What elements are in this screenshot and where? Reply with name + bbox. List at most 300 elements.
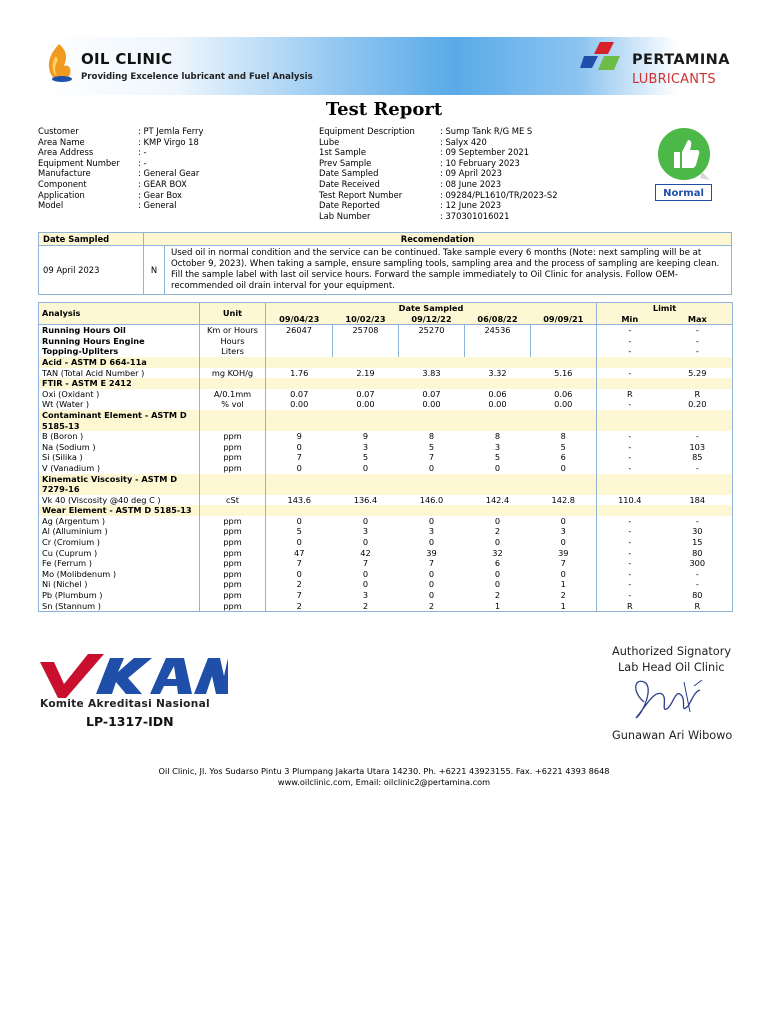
value-cell — [465, 346, 531, 357]
limit-max-cell: 5.29 — [663, 368, 733, 379]
info-row — [38, 158, 203, 169]
value-cell — [531, 336, 597, 347]
limit-min-cell: - — [628, 558, 632, 569]
pertamina-title: PERTAMINA — [632, 52, 730, 68]
info-value: : 09 April 2023 — [440, 168, 502, 179]
value-cell: 142.4 — [485, 494, 510, 505]
value-cell: 3 — [362, 441, 369, 452]
section-filler-cell — [333, 410, 399, 431]
value-cell: 8 — [531, 431, 597, 442]
value-cell: 3.32 — [488, 367, 507, 378]
limit-min-cell: - — [628, 367, 632, 378]
section-filler-cell — [597, 505, 663, 516]
info-label: Equipment Description — [319, 126, 415, 136]
section-filler-cell — [531, 410, 597, 431]
status-badge: Normal — [655, 184, 712, 201]
parameter-unit: ppm — [200, 537, 266, 548]
limit-min-cell: - — [628, 452, 632, 463]
value-cell: 0.07 — [290, 388, 309, 399]
limit-max-cell: - — [663, 463, 733, 474]
parameter-unit: Km or Hours — [200, 325, 266, 336]
table-row — [39, 579, 733, 590]
info-value: : KMP Virgo 18 — [138, 136, 199, 147]
info-value: : Gear Box — [138, 189, 182, 200]
value-cell: 5 — [531, 442, 597, 453]
limit-column-header: Limit — [597, 303, 733, 314]
section-filler-cell — [597, 474, 663, 495]
info-value: : 09 September 2021 — [440, 147, 530, 158]
value-cell: 6 — [531, 452, 597, 463]
max-column-header: Max — [663, 314, 733, 325]
value-cell — [333, 346, 399, 357]
table-row — [39, 537, 733, 548]
value-cell: 1.76 — [290, 367, 309, 378]
value-cell: 2.19 — [356, 367, 375, 378]
info-row — [319, 126, 558, 137]
value-cell: 0 — [494, 515, 501, 526]
value-cell: 42 — [360, 547, 371, 558]
limit-min-cell: R — [597, 601, 663, 612]
value-cell: 0 — [362, 537, 369, 548]
kan-name: Komite Akreditasi Nasional — [40, 698, 210, 710]
pertamina-subtitle: LUBRICANTS — [632, 72, 716, 87]
value-cell: 2 — [494, 590, 501, 601]
section-filler-cell — [200, 505, 266, 516]
section-filler-cell — [663, 474, 733, 495]
section-title: FTIR - ASTM E 2412 — [39, 378, 200, 389]
value-cell — [399, 336, 465, 347]
info-value: : Salyx 420 — [440, 136, 487, 147]
value-cell: 136.4 — [353, 494, 378, 505]
table-row — [39, 368, 733, 379]
value-cell: 32 — [492, 547, 503, 558]
limit-max-cell: - — [663, 431, 733, 442]
parameter-name: Running Hours Oil — [39, 325, 200, 336]
date-column-header: 10/02/23 — [333, 314, 399, 325]
section-filler-cell — [531, 474, 597, 495]
section-filler-cell — [333, 378, 399, 389]
parameter-unit: Liters — [200, 346, 266, 357]
info-value: : - — [138, 147, 147, 158]
limit-min-cell: - — [628, 537, 632, 548]
value-cell — [399, 346, 465, 357]
info-row — [38, 137, 203, 148]
section-header-row — [39, 474, 733, 495]
value-cell — [266, 346, 333, 357]
value-cell: 0 — [428, 590, 435, 601]
info-label: Manufacture — [38, 168, 91, 179]
value-cell: 0.00 — [422, 399, 441, 410]
value-cell: 47 — [294, 547, 305, 558]
limit-min-cell: - — [628, 526, 632, 537]
info-row — [319, 200, 558, 211]
value-cell — [465, 336, 531, 347]
value-cell: 0.00 — [531, 399, 597, 410]
section-filler-cell — [465, 410, 531, 431]
oil-clinic-tagline: Providing Excelence lubricant and Fuel Analysis — [81, 72, 313, 82]
value-cell: 2 — [333, 601, 399, 612]
value-cell — [531, 325, 597, 336]
limit-min-cell: - — [628, 547, 632, 558]
section-title: Wear Element - ASTM D 5185-13 — [39, 505, 200, 516]
value-cell: 0 — [428, 579, 435, 590]
limit-min-cell: - — [628, 568, 632, 579]
parameter-name: Cu (Cuprum ) — [39, 548, 200, 559]
table-row — [39, 399, 733, 410]
limit-min-cell: - — [628, 399, 632, 410]
parameter-unit: ppm — [200, 516, 266, 527]
info-label: Date Reported — [319, 200, 380, 211]
section-filler-cell — [597, 410, 663, 431]
table-row — [39, 452, 733, 463]
value-cell: 8 — [494, 431, 501, 442]
parameter-name: Mo (Molibdenum ) — [39, 569, 200, 580]
table-row — [39, 442, 733, 453]
signatory-role: Lab Head Oil Clinic — [618, 661, 725, 674]
section-filler-cell — [266, 505, 333, 516]
limit-max-cell: 0.20 — [663, 399, 733, 410]
limit-max-cell: - — [663, 569, 733, 580]
oil-clinic-title: OIL CLINIC — [81, 50, 173, 68]
value-cell: 7 — [428, 558, 435, 569]
limit-min-cell: - — [628, 346, 632, 357]
parameter-name: Na (Sodium ) — [39, 442, 200, 453]
table-row — [39, 526, 733, 537]
kan-code: LP-1317-IDN — [86, 714, 174, 729]
info-label: Lab Number — [319, 210, 371, 221]
info-label: Component — [38, 178, 87, 189]
value-cell: 0 — [494, 579, 501, 590]
section-filler-cell — [200, 378, 266, 389]
value-cell: 5 — [362, 452, 369, 463]
value-cell: 5 — [296, 526, 302, 537]
section-filler-cell — [663, 505, 733, 516]
section-filler-cell — [333, 474, 399, 495]
value-cell: 0 — [428, 462, 435, 473]
recommendation-code: N — [144, 246, 165, 295]
section-filler-cell — [399, 357, 465, 368]
value-cell: 0.07 — [422, 388, 441, 399]
parameter-unit: ppm — [200, 526, 266, 537]
value-cell: 7 — [296, 590, 302, 601]
value-cell: 3 — [494, 441, 501, 452]
limit-max-cell: R — [663, 601, 733, 612]
value-cell: 3 — [362, 526, 369, 537]
limit-max-cell: - — [663, 346, 733, 357]
table-row — [39, 325, 733, 336]
parameter-unit: ppm — [200, 590, 266, 601]
table-row — [39, 389, 733, 400]
value-cell: 0 — [531, 569, 597, 580]
table-row — [39, 431, 733, 442]
parameter-name: Vk 40 (Viscosity @40 deg C ) — [39, 495, 200, 506]
section-title: Kinematic Viscosity - ASTM D 7279-16 — [39, 474, 200, 495]
table-row — [39, 463, 733, 474]
parameter-name: Running Hours Engine — [39, 336, 200, 347]
section-filler-cell — [399, 505, 465, 516]
section-filler-cell — [266, 474, 333, 495]
value-cell: 7 — [296, 452, 302, 463]
value-cell: 7 — [362, 558, 369, 569]
value-cell — [333, 336, 399, 347]
table-row — [39, 346, 733, 357]
unit-column-header: Unit — [200, 303, 266, 325]
section-filler-cell — [200, 357, 266, 368]
footer-contact: www.oilclinic.com, Email: oilclinic2@pertamina.com — [277, 777, 491, 787]
value-cell: 0 — [531, 537, 597, 548]
date-column-header: 09/04/23 — [266, 314, 333, 325]
value-cell: 0 — [531, 463, 597, 474]
info-row — [38, 190, 203, 201]
limit-min-cell: - — [628, 462, 632, 473]
signatory-title: Authorized Signatory — [612, 645, 732, 658]
value-cell: 0 — [494, 568, 501, 579]
limit-min-cell: - — [628, 579, 632, 590]
date-column-header: 06/08/22 — [465, 314, 531, 325]
value-cell: 0.06 — [488, 388, 507, 399]
value-cell: 0.00 — [488, 399, 507, 410]
value-cell: 2 — [296, 579, 302, 590]
info-label: Model — [38, 200, 64, 211]
value-cell: 7 — [531, 558, 597, 569]
info-row — [319, 137, 558, 148]
value-cell: 6 — [494, 558, 501, 569]
value-cell: 0 — [296, 441, 302, 452]
info-row — [319, 190, 558, 201]
limit-min-cell: - — [628, 325, 632, 336]
min-column-header: Min — [597, 314, 663, 325]
info-value: : 370301016021 — [440, 210, 510, 221]
limit-max-cell: - — [663, 325, 733, 336]
analysis-table — [38, 302, 733, 612]
limit-max-cell: 80 — [663, 548, 733, 559]
parameter-name: Sn (Stannum ) — [39, 601, 200, 612]
value-cell: 9 — [362, 431, 369, 442]
info-label: Date Received — [319, 178, 380, 189]
value-cell: 0 — [296, 537, 302, 548]
parameter-unit: cSt — [200, 495, 266, 506]
section-filler-cell — [399, 474, 465, 495]
value-cell — [266, 336, 333, 347]
value-cell: 5 — [494, 452, 501, 463]
section-filler-cell — [597, 357, 663, 368]
value-cell: 25708 — [333, 325, 399, 336]
value-cell: 9 — [296, 431, 302, 442]
value-cell: 5.16 — [531, 368, 597, 379]
limit-max-cell: 85 — [663, 452, 733, 463]
value-cell: 0.07 — [356, 388, 375, 399]
info-value: : 08 June 2023 — [440, 178, 502, 189]
section-filler-cell — [333, 357, 399, 368]
value-cell: 0 — [494, 537, 501, 548]
section-header-row — [39, 378, 733, 389]
section-header-row — [39, 410, 733, 431]
value-cell: 7 — [428, 452, 435, 463]
info-label: Area Name — [38, 136, 85, 147]
value-cell: 2 — [494, 526, 501, 537]
table-row — [39, 336, 733, 347]
parameter-unit: mg KOH/g — [200, 368, 266, 379]
limit-max-cell: - — [663, 336, 733, 347]
value-cell: 39 — [426, 547, 437, 558]
value-cell: 8 — [428, 431, 435, 442]
section-filler-cell — [200, 474, 266, 495]
table-row — [39, 590, 733, 601]
limit-min-cell: 110.4 — [618, 494, 642, 505]
info-row — [38, 179, 203, 190]
value-cell: 0 — [296, 462, 302, 473]
value-cell: 26047 — [266, 325, 333, 336]
value-cell: 0 — [494, 462, 501, 473]
section-filler-cell — [465, 505, 531, 516]
equipment-info — [319, 126, 558, 221]
analysis-table-body — [39, 325, 733, 612]
date-column-header: 09/09/21 — [531, 314, 597, 325]
value-cell: 25270 — [399, 325, 465, 336]
value-cell: 2 — [531, 590, 597, 601]
parameter-unit: ppm — [200, 548, 266, 559]
value-cell: 0 — [428, 515, 435, 526]
value-cell: 2 — [399, 601, 465, 612]
limit-max-cell: 184 — [663, 495, 733, 506]
info-label: Customer — [38, 126, 79, 136]
parameter-unit: ppm — [200, 463, 266, 474]
recommendation-text: Used oil in normal condition and the service can be continued. Take sample every 6 months (Note: next sampling will be at October 9, 2023). When taking a sample, ensure sampling tools, sampling area and the process of sampling are keeping clean. Fill the sample label with last oil service hours. Forward the sample immediately to Oil Clinic for analysis. Follow OEM-recommended oil drain interval for your equipment. — [165, 246, 732, 295]
section-filler-cell — [333, 505, 399, 516]
value-cell: 0.00 — [356, 399, 375, 410]
value-cell: 0 — [296, 515, 302, 526]
info-value: : General Gear — [138, 168, 200, 179]
section-filler-cell — [663, 357, 733, 368]
value-cell: 0.06 — [531, 389, 597, 400]
info-row — [38, 200, 203, 211]
table-row — [39, 558, 733, 569]
value-cell: 3 — [362, 590, 369, 601]
parameter-unit: ppm — [200, 569, 266, 580]
parameter-unit: ppm — [200, 431, 266, 442]
section-filler-cell — [663, 378, 733, 389]
info-label: 1st Sample — [319, 147, 367, 158]
date-sampled-header: Date Sampled — [39, 233, 144, 246]
limit-max-cell: 30 — [663, 526, 733, 537]
limit-min-cell: R — [626, 388, 633, 399]
parameter-unit: % vol — [200, 399, 266, 410]
parameter-name: Wt (Water ) — [39, 399, 200, 410]
footer-address: Oil Clinic, Jl. Yos Sudarso Pintu 3 Plumpang Jakarta Utara 14230. Ph. +6221 43923155. Fax. +6221 4393 8648 — [158, 766, 610, 776]
value-cell: 0 — [428, 537, 435, 548]
section-filler-cell — [266, 378, 333, 389]
table-row — [39, 548, 733, 559]
limit-max-cell: 80 — [663, 590, 733, 601]
info-row — [38, 126, 203, 137]
limit-min-cell: - — [628, 335, 632, 346]
info-label: Equipment Number — [38, 157, 120, 168]
section-filler-cell — [465, 474, 531, 495]
value-cell: 0 — [296, 568, 302, 579]
info-label: Area Address — [38, 147, 94, 158]
value-cell: 3 — [428, 526, 435, 537]
analysis-column-header: Analysis — [39, 303, 200, 325]
parameter-name: Cr (Cromium ) — [39, 537, 200, 548]
value-cell — [531, 346, 597, 357]
section-filler-cell — [531, 505, 597, 516]
parameter-unit: ppm — [200, 452, 266, 463]
value-cell: 1 — [531, 579, 597, 590]
limit-min-cell: - — [628, 431, 632, 442]
section-filler-cell — [597, 378, 663, 389]
value-cell: 143.6 — [287, 494, 311, 505]
value-cell: 0 — [428, 568, 435, 579]
limit-max-cell: 15 — [663, 537, 733, 548]
info-label: Lube — [319, 136, 340, 147]
section-title: Contaminant Element - ASTM D 5185-13 — [39, 410, 200, 431]
info-row — [319, 168, 558, 179]
info-value: : 10 February 2023 — [440, 157, 520, 168]
limit-min-cell: - — [628, 590, 632, 601]
parameter-unit: ppm — [200, 558, 266, 569]
parameter-name: V (Vanadium ) — [39, 463, 200, 474]
value-cell: 0.00 — [290, 399, 309, 410]
limit-max-cell: 300 — [663, 558, 733, 569]
date-sampled-column-header: Date Sampled — [266, 303, 597, 314]
value-cell: 0 — [362, 568, 369, 579]
section-filler-cell — [399, 378, 465, 389]
parameter-name: TAN (Total Acid Number ) — [39, 368, 200, 379]
limit-max-cell: 103 — [663, 442, 733, 453]
parameter-unit: ppm — [200, 442, 266, 453]
value-cell: 2 — [266, 601, 333, 612]
pertamina-logo-icon — [580, 40, 624, 78]
parameter-unit: A/0.1mm — [200, 389, 266, 400]
value-cell: 0 — [531, 516, 597, 527]
parameter-name: Pb (Plumbum ) — [39, 590, 200, 601]
info-label: Date Sampled — [319, 168, 379, 179]
info-value: : GEAR BOX — [138, 178, 187, 189]
info-row — [38, 147, 203, 158]
value-cell: 7 — [296, 558, 302, 569]
limit-max-cell: - — [663, 579, 733, 590]
section-filler-cell — [465, 378, 531, 389]
info-label: Test Report Number — [319, 189, 403, 200]
section-filler-cell — [200, 410, 266, 431]
section-header-row — [39, 505, 733, 516]
parameter-name: Oxi (Oxidant ) — [39, 389, 200, 400]
value-cell: 0 — [362, 462, 369, 473]
oil-clinic-logo-icon — [44, 42, 74, 86]
customer-info — [38, 126, 203, 211]
info-row — [319, 179, 558, 190]
limit-min-cell: - — [628, 515, 632, 526]
parameter-name: Fe (Ferrum ) — [39, 558, 200, 569]
value-cell: 24536 — [465, 325, 531, 336]
parameter-unit: Hours — [200, 336, 266, 347]
parameter-name: B (Boron ) — [39, 431, 200, 442]
section-filler-cell — [266, 357, 333, 368]
section-filler-cell — [531, 357, 597, 368]
table-row — [39, 516, 733, 527]
info-value: : Sump Tank R/G ME S — [440, 126, 533, 136]
section-filler-cell — [399, 410, 465, 431]
recommendation-table — [38, 232, 732, 295]
recommendation-date: 09 April 2023 — [39, 246, 144, 295]
parameter-name: Si (Silika ) — [39, 452, 200, 463]
info-row — [319, 158, 558, 169]
value-cell: 1 — [465, 601, 531, 612]
section-header-row — [39, 357, 733, 368]
parameter-unit: ppm — [200, 579, 266, 590]
limit-max-cell: R — [663, 389, 733, 400]
section-filler-cell — [531, 378, 597, 389]
